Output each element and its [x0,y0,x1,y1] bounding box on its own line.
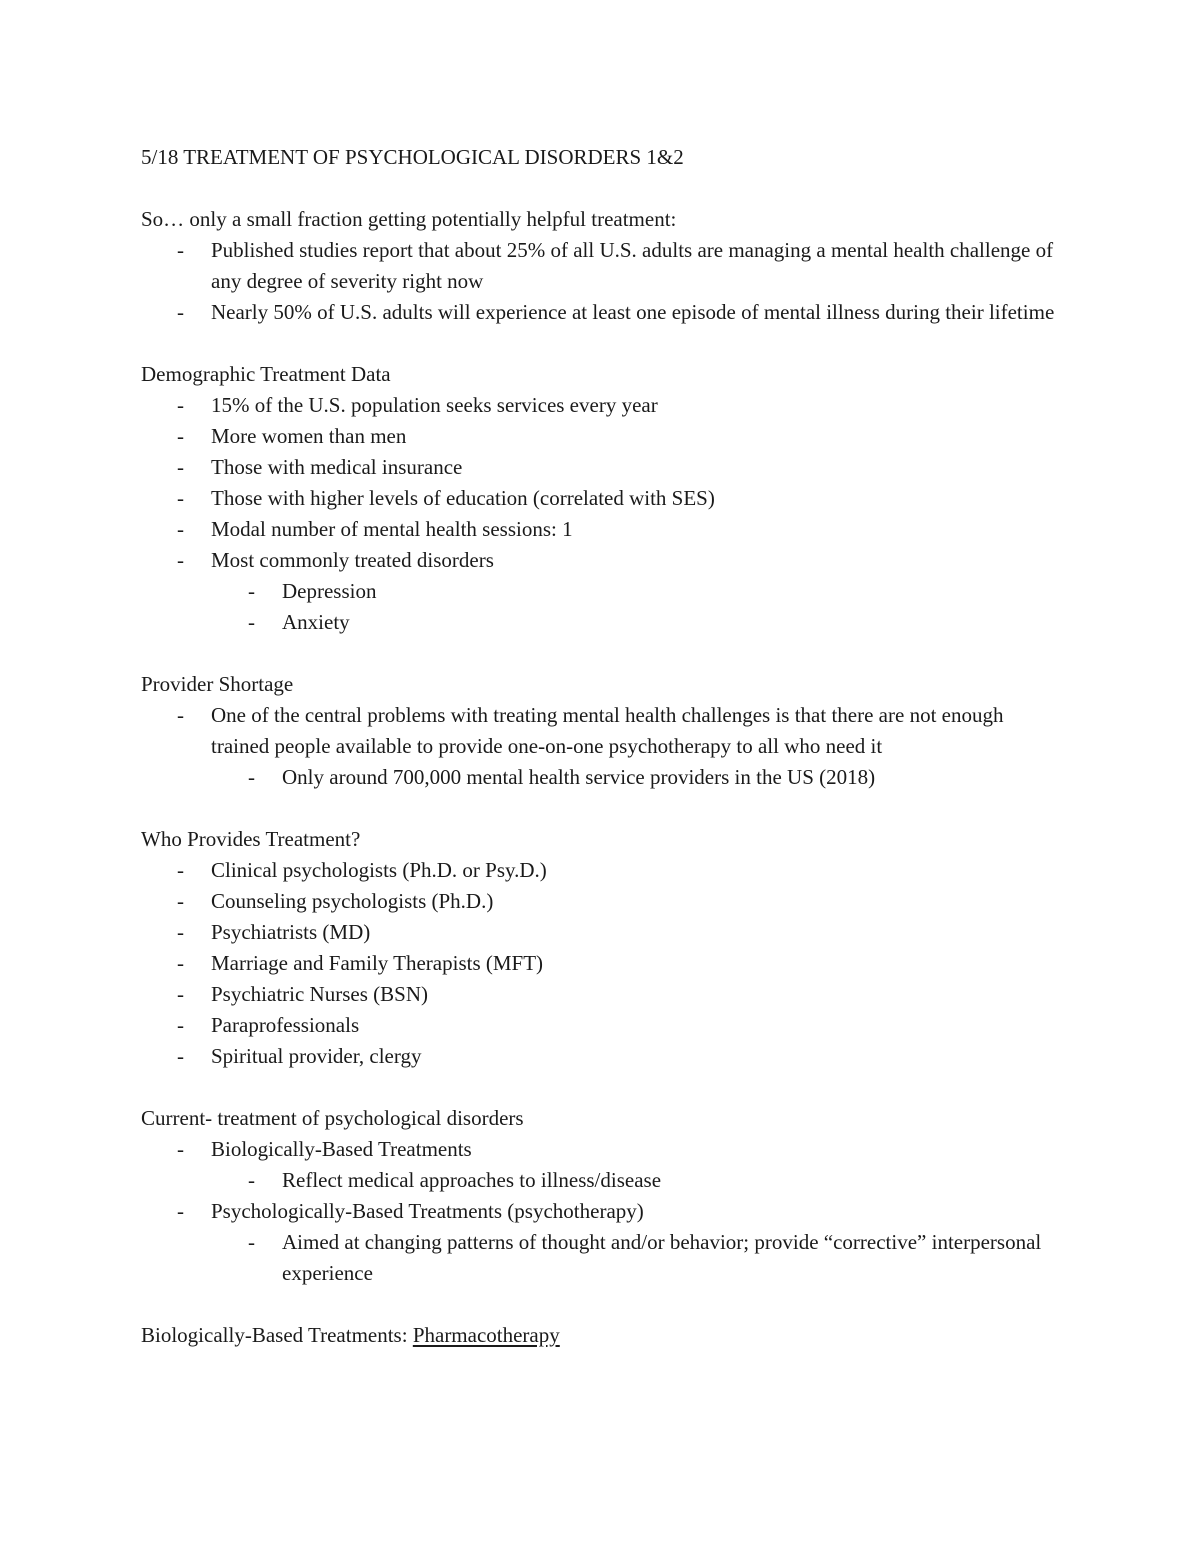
demographic-heading: Demographic Treatment Data [141,362,391,386]
bullet-dash: - [177,548,184,572]
bullet-dash: - [248,1168,255,1192]
list-item-text: Published studies report that about 25% of all U.S. adults are managing a mental health challenge of any degree of severity right now [211,238,1054,293]
list-item [141,886,1061,917]
list-item [141,917,1061,948]
list-item-text: Marriage and Family Therapists (MFT) [211,951,544,975]
list-item-text: Modal number of mental health sessions: 1 [211,517,573,541]
list-item-text: Counseling psychologists (Ph.D.) [211,889,494,913]
list-item [141,514,1061,545]
sub-list-item-text: Anxiety [282,610,350,634]
list-item [141,421,1061,452]
list-item-text: Those with higher levels of education (correlated with SES) [211,486,715,510]
sub-list-item [141,1227,1061,1289]
list-item-text: Nearly 50% of U.S. adults will experience at least one episode of mental illness during their lifetime [211,300,1055,324]
list-item [141,1010,1061,1041]
current-heading: Current- treatment of psychological disorders [141,1106,524,1130]
bullet-dash: - [177,1199,184,1223]
list-item [141,390,1061,421]
bullet-dash: - [177,951,184,975]
list-item [141,1041,1061,1072]
list-item-text: Psychologically-Based Treatments (psychotherapy) [211,1199,644,1223]
bullet-dash: - [177,300,184,324]
bullet-dash: - [177,703,184,727]
bullet-dash: - [177,424,184,448]
list-item [141,979,1061,1010]
bullet-dash: - [177,455,184,479]
list-item-text: Clinical psychologists (Ph.D. or Psy.D.) [211,858,547,882]
list-item-text: Spiritual provider, clergy [211,1044,422,1068]
spacer [141,793,1061,824]
final-heading-underlined: Pharmacotherapy [412,1323,560,1347]
list-item-text: Those with medical insurance [211,455,463,479]
list-item-text: Psychiatrists (MD) [211,920,371,944]
list-item [141,948,1061,979]
spacer [141,1289,1061,1320]
bullet-dash: - [248,1230,255,1254]
spacer [141,328,1061,359]
list-item [141,483,1061,514]
bullet-dash: - [248,579,255,603]
page-title: 5/18 TREATMENT OF PSYCHOLOGICAL DISORDERS 1&2 [141,145,684,169]
bullet-dash: - [248,610,255,634]
list-item [141,855,1061,886]
bullet-dash: - [248,765,255,789]
sub-list-item [141,1165,1061,1196]
spacer [141,1072,1061,1103]
bullet-dash: - [177,1137,184,1161]
list-item-text: Psychiatric Nurses (BSN) [211,982,428,1006]
bullet-dash: - [177,982,184,1006]
bullet-dash: - [177,486,184,510]
bullet-dash: - [177,920,184,944]
bullet-dash: - [177,517,184,541]
list-item-text: 15% of the U.S. population seeks services every year [211,393,658,417]
list-item-text: One of the central problems with treating mental health challenges is that there are not enough trained people available to provide one-on-one psychotherapy to all who need it [211,703,1004,758]
providers-heading: Who Provides Treatment? [141,827,361,851]
sub-list-item [141,762,1061,793]
list-item [141,545,1061,576]
document-body [141,142,1061,1351]
spacer [141,638,1061,669]
list-item-text: Paraprofessionals [211,1013,360,1037]
bullet-dash: - [177,858,184,882]
list-item [141,1134,1061,1165]
list-item [141,452,1061,483]
sub-list-item-text: Aimed at changing patterns of thought and/or behavior; provide “corrective” interpersonal experience [282,1230,1042,1285]
list-item-text: Most commonly treated disorders [211,548,494,572]
list-item [141,700,1061,762]
list-item-text: More women than men [211,424,407,448]
bullet-dash: - [177,1013,184,1037]
sub-list-item [141,607,1061,638]
list-item [141,297,1061,328]
list-item [141,235,1061,297]
sub-list-item-text: Depression [282,579,377,603]
sub-list-item-text: Only around 700,000 mental health service providers in the US (2018) [282,765,876,789]
bullet-dash: - [177,1044,184,1068]
sub-list-item [141,576,1061,607]
shortage-heading: Provider Shortage [141,672,294,696]
final-heading-prefix: Biologically-Based Treatments: [141,1323,413,1347]
final-heading [141,1320,1061,1351]
sub-list-item-text: Reflect medical approaches to illness/disease [282,1168,662,1192]
spacer [141,173,1061,204]
bullet-dash: - [177,889,184,913]
list-item-text: Biologically-Based Treatments [211,1137,472,1161]
list-item [141,1196,1061,1227]
bullet-dash: - [177,238,184,262]
intro-heading: So… only a small fraction getting potentially helpful treatment: [141,207,677,231]
bullet-dash: - [177,393,184,417]
